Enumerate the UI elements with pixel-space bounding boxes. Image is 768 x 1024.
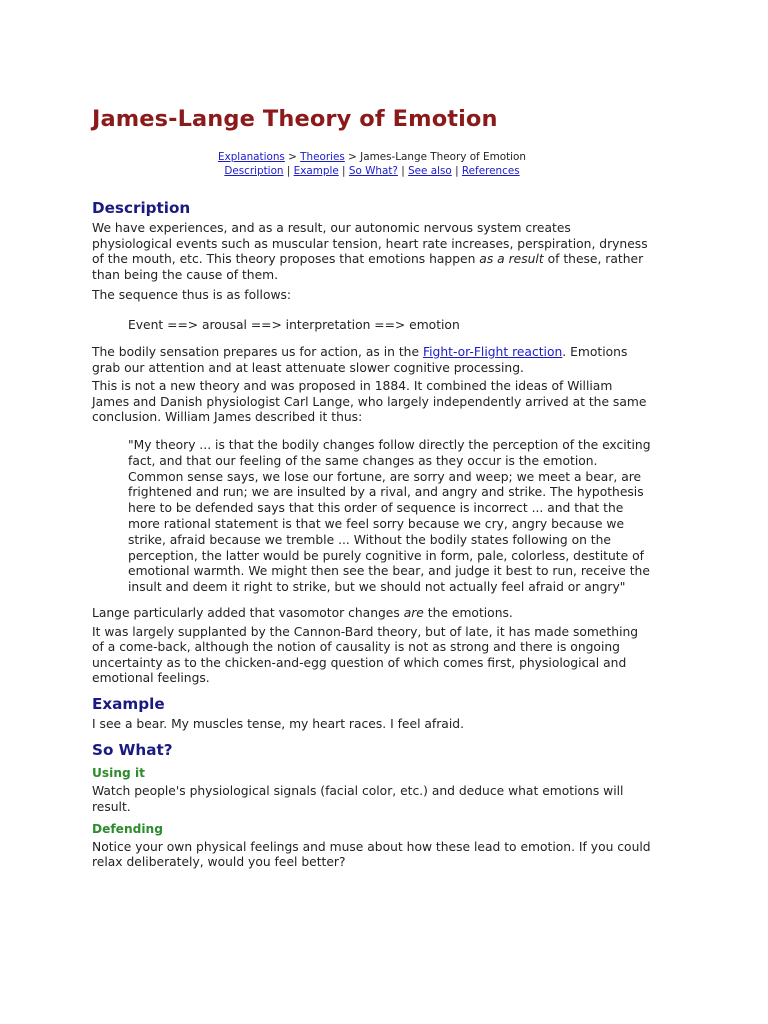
breadcrumb-separator: > [348,151,361,163]
text-span: . Emotions grab our attention and at least attenuate slower cognitive processing. [92,344,628,375]
breadcrumb-link-theories[interactable]: Theories [300,151,345,163]
sequence-text: Event ==> arousal ==> interpretation ==> emotion [128,317,460,332]
nav-link-description[interactable]: Description [224,165,284,177]
so-what-heading: So What? [92,741,173,760]
breadcrumb-nav [92,150,652,178]
main-content [92,197,652,871]
description-paragraph-4: This is not a new theory and was proposed in 1884. It combined the ideas of William James and Danish physiologist Carl Lange, who largely independently arrived at the same conclusion. William James described it thus: [92,379,647,425]
emphasis: as a result [479,252,544,267]
description-paragraph-5 [92,606,652,622]
fight-or-flight-link[interactable]: Fight-or-Flight reaction [422,344,563,359]
description-paragraph-2: The sequence thus is as follows: [92,288,292,303]
text-span: of these, rather than being the cause of them. [92,252,644,282]
section-nav [92,164,652,178]
text-span: the emotions. [423,605,513,620]
breadcrumb-current: James-Lange Theory of Emotion [360,151,526,163]
page-title: James-Lange Theory of Emotion [92,106,498,132]
breadcrumb-link-explanations[interactable]: Explanations [218,151,285,163]
emphasis: are [403,605,424,620]
example-heading: Example [92,694,165,713]
breadcrumb-separator: > [288,151,301,163]
text-span: Lange particularly added that vasomotor changes [92,605,404,620]
text-span: The bodily sensation prepares us for action, as in the [92,344,423,359]
nav-separator: | [342,165,349,177]
breadcrumb [92,150,652,164]
james-quote: "My theory ... is that the bodily changes follow directly the perception of the exciting fact, and that our feeling of the same changes as they occur is the emotion. Common sense says, we lose our fortune, are sorry and weep; we meet a bear, are frightened and run; we are insulted by a rival, and angry and strike. The hypothesis here to be defended says that this order of sequence is incorrect ... and that the more rational statement is that we feel sorry because we cry, angry because we strike, afraid because we tremble ... Without the bodily states following on the perception, the latter would be purely cognitive in form, pale, colorless, destitute of emotional warmth. We might then see the bear, and judge it best to run, receive the insult and deem it right to strike, but we should not actually feel afraid or angry" [128,437,651,595]
description-paragraph-3 [92,345,652,376]
nav-link-so-what[interactable]: So What? [348,165,398,177]
nav-link-example[interactable]: Example [293,165,339,177]
nav-separator: | [286,165,294,177]
defending-heading: Defending [92,821,163,836]
description-paragraph-1 [92,221,652,283]
nav-separator: | [455,165,462,177]
text-span: We have experiences, and as a result, our autonomic nervous system creates physiological events such as muscular tension, heart rate increases, perspiration, dryness of the mouth, etc. This theory proposes that emotions happen [92,221,648,267]
example-text: I see a bear. My muscles tense, my heart races. I feel afraid. [92,716,464,731]
using-it-heading: Using it [92,766,145,781]
defending-text: Notice your own physical feelings and muse about how these lead to emotion. If you could relax deliberately, would you feel better? [92,839,651,870]
nav-separator: | [401,165,409,177]
nav-link-see-also[interactable]: See also [408,165,452,177]
description-paragraph-6: It was largely supplanted by the Cannon-Bard theory, but of late, it has made something of a come-back, although the notion of causality is not as strong and there is ongoing uncertainty as to the chicken-and-egg question of which comes first, physiological and emotional feelings. [92,624,639,686]
description-heading: Description [92,199,191,217]
nav-link-references[interactable]: References [461,165,520,177]
using-it-text: Watch people's physiological signals (facial color, etc.) and deduce what emotions will result. [92,784,624,815]
